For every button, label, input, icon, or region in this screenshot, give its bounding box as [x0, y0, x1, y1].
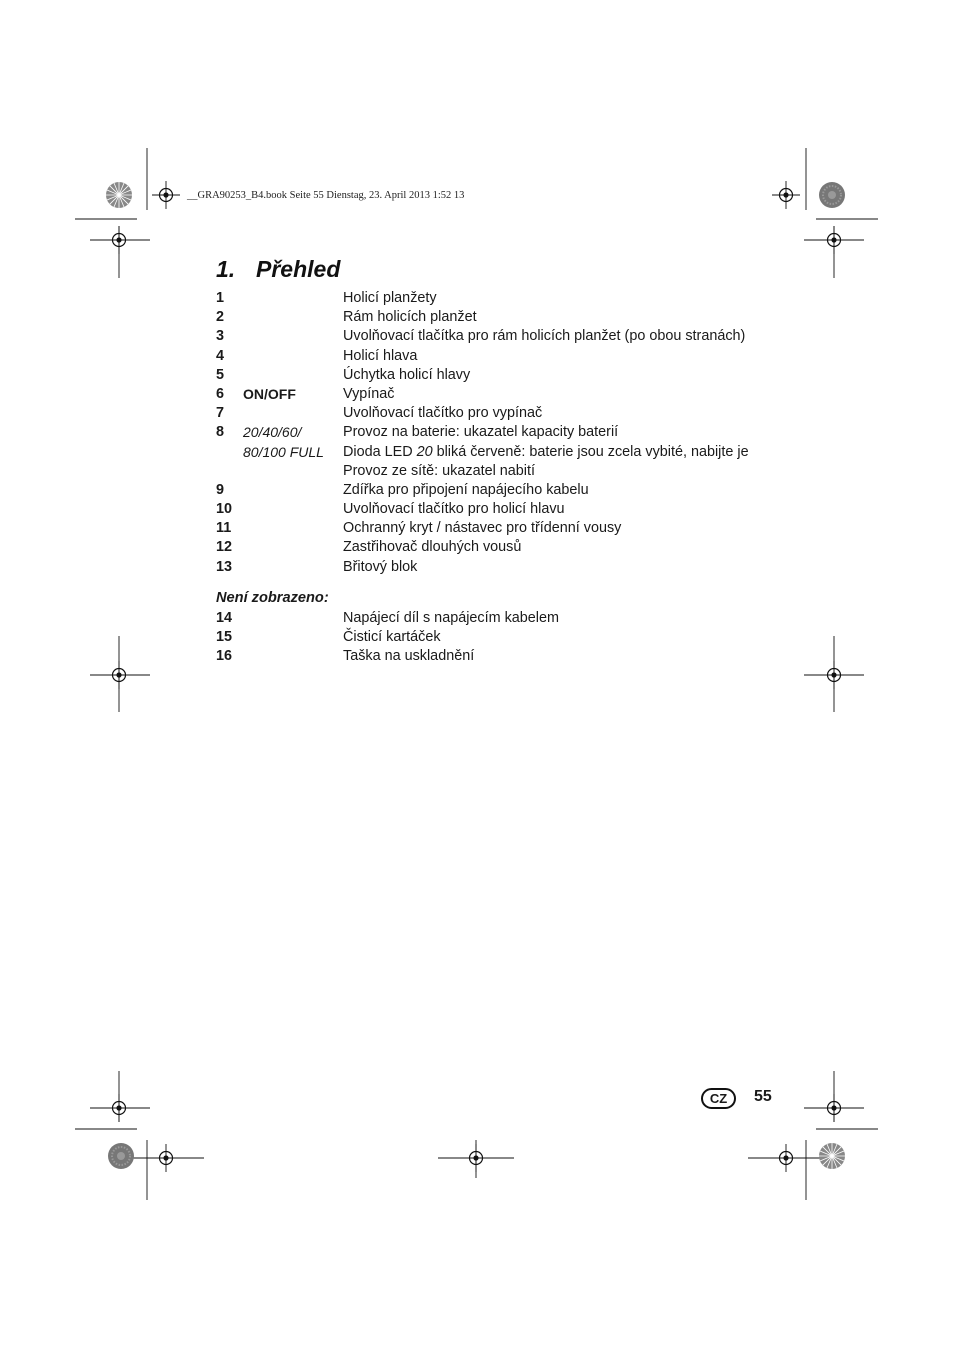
item-description: Napájecí díl s napájecím kabelem	[343, 610, 559, 626]
item-description: Uvolňovací tlačítka pro rám holicích planžet (po obou stranách)	[343, 328, 746, 345]
print-header: __GRA90253_B4.book Seite 55 Dienstag, 23. April 2013 1:52 13	[187, 190, 465, 201]
section-number: 1.	[216, 256, 236, 282]
list-item	[216, 628, 776, 647]
list-item	[216, 519, 776, 538]
item-number: 15	[216, 629, 233, 646]
item-description: Uvolňovací tlačítko pro holicí hlavu	[343, 501, 565, 518]
list-item	[216, 500, 776, 519]
list-item	[216, 327, 776, 346]
item-description: Ochranný kryt / nástavec pro třídenní vousy	[343, 520, 622, 537]
item-description-part: Dioda LED	[343, 443, 417, 460]
gray-target-icon	[108, 1143, 134, 1169]
item-description: Provoz na baterie: ukazatel kapacity baterií	[343, 424, 619, 441]
list-item	[216, 558, 776, 577]
list-item	[216, 347, 776, 366]
item-number: 4	[216, 347, 225, 364]
page-number: 55	[754, 1088, 772, 1105]
item-description-part: bliká červeně: baterie jsou zcela vybité, nabijte je	[432, 443, 749, 460]
item-number: 16	[216, 648, 233, 665]
list-item	[216, 443, 776, 462]
sunburst-target-icon	[106, 182, 132, 208]
item-number: 2	[216, 309, 225, 326]
item-description: Uvolňovací tlačítko pro vypínač	[343, 405, 543, 422]
item-number: 13	[216, 558, 233, 575]
item-description: Vypínač	[343, 385, 395, 402]
list-item	[216, 462, 776, 481]
item-number: 12	[216, 539, 233, 556]
item-description: Taška na uskladnění	[343, 648, 475, 665]
item-number: 1	[216, 290, 225, 306]
item-key: ON/OFF	[243, 385, 296, 402]
item-number: 5	[216, 366, 225, 383]
item-description: Úchytka holicí hlavy	[343, 366, 471, 383]
item-description: Zastřihovač dlouhých vousů	[343, 539, 522, 556]
item-key: 20/40/60/	[243, 424, 302, 441]
item-number: 7	[216, 405, 225, 422]
list-item	[216, 481, 776, 500]
item-key: 80/100 FULL	[243, 443, 324, 460]
item-number: 6	[216, 385, 225, 402]
list-item	[216, 404, 776, 423]
not-shown-list	[216, 609, 776, 667]
item-description: Břitový blok	[343, 558, 418, 575]
item-number: 8	[216, 424, 225, 441]
list-item	[216, 538, 776, 557]
item-number: 14	[216, 610, 233, 626]
sunburst-target-icon	[819, 1143, 845, 1169]
list-item	[216, 385, 776, 404]
item-number: 10	[216, 501, 233, 518]
item-description: Holicí planžety	[343, 290, 437, 306]
item-description: Rám holicích planžet	[343, 309, 477, 326]
item-description	[343, 443, 749, 462]
item-number: 3	[216, 328, 225, 345]
item-number: 11	[216, 520, 232, 537]
section-title-text: Přehled	[256, 256, 341, 282]
registration-mark	[152, 181, 180, 209]
item-description-ref: 20	[416, 443, 433, 460]
item-description: Čisticí kartáček	[343, 629, 441, 646]
list-item	[216, 289, 776, 308]
item-number: 9	[216, 481, 225, 498]
list-item	[216, 609, 776, 628]
gray-target-icon	[819, 182, 845, 208]
list-item	[216, 423, 776, 442]
language-badge: CZ	[701, 1088, 736, 1109]
item-description: Provoz ze sítě: ukazatel nabití	[343, 462, 535, 479]
list-item	[216, 647, 776, 666]
parts-list	[216, 289, 776, 577]
item-description: Holicí hlava	[343, 347, 418, 364]
registration-mark	[772, 181, 800, 209]
list-item	[216, 366, 776, 385]
not-shown-heading: Není zobrazeno:	[216, 590, 329, 606]
item-description: Zdířka pro připojení napájecího kabelu	[343, 481, 589, 498]
list-item	[216, 308, 776, 327]
section-title	[216, 256, 340, 283]
